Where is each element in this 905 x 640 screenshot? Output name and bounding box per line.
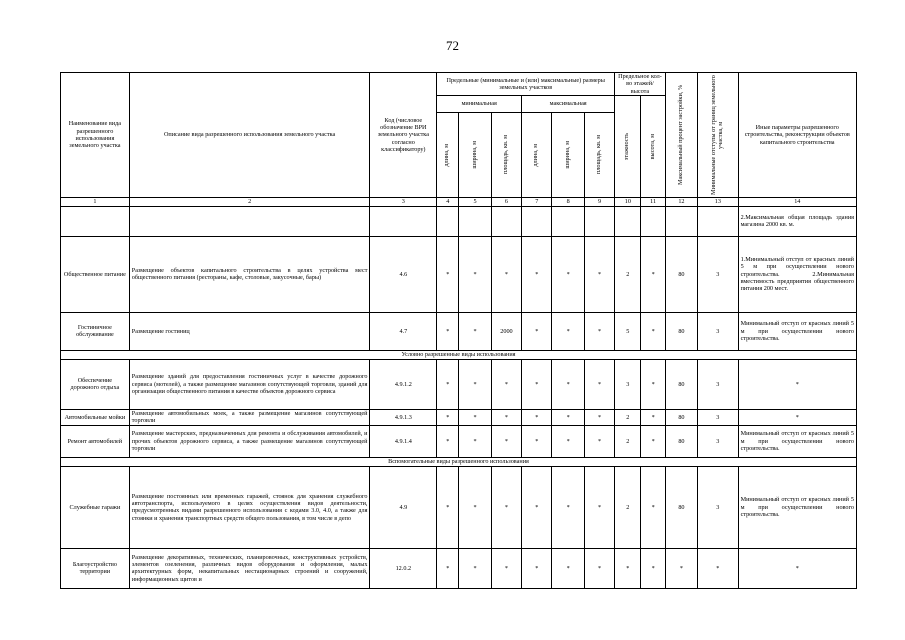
- use-code-cell: 12.0.2: [370, 548, 437, 588]
- column-number: 8: [552, 197, 584, 206]
- param-value-cell: *: [437, 466, 459, 548]
- header-height: высота, м: [641, 95, 665, 197]
- param-value-cell: 3: [615, 359, 641, 409]
- column-number: 9: [584, 197, 614, 206]
- param-value-cell: *: [491, 359, 521, 409]
- param-value-cell: [459, 206, 491, 236]
- page-number: 72: [446, 38, 459, 53]
- param-value-cell: *: [552, 409, 584, 425]
- header-limits: Предельные (минимальные и (или) максимальные) размеры земельных участков: [437, 73, 615, 96]
- param-value-cell: 3: [698, 409, 738, 425]
- use-name-cell: Гостиничное обслуживание: [61, 312, 130, 350]
- use-name-cell: Общественное питание: [61, 236, 130, 312]
- header-name: Наименование вида разрешенного использования земельного участка: [61, 73, 130, 198]
- column-number: 13: [698, 197, 738, 206]
- header-max-built: Максимальный процент застройки, %: [665, 73, 697, 198]
- param-value-cell: *: [437, 236, 459, 312]
- param-value-cell: *: [552, 466, 584, 548]
- table-body-main: [61, 206, 857, 350]
- table-row: [61, 425, 857, 457]
- param-value-cell: *: [491, 236, 521, 312]
- use-name-cell: Благоустройство территории: [61, 548, 130, 588]
- header-description: Описание вида разрешенного использования земельного участка: [129, 73, 370, 198]
- use-code-cell: 4.6: [370, 236, 437, 312]
- param-value-cell: *: [522, 359, 552, 409]
- param-value-cell: *: [459, 236, 491, 312]
- param-value-cell: *: [584, 359, 614, 409]
- use-code-cell: 4.9.1.4: [370, 425, 437, 457]
- use-code-cell: 4.9: [370, 466, 437, 548]
- land-use-table: [60, 72, 857, 589]
- param-value-cell: *: [437, 359, 459, 409]
- param-value-cell: *: [552, 548, 584, 588]
- column-number: 10: [615, 197, 641, 206]
- table-row: [61, 409, 857, 425]
- column-number: 6: [491, 197, 521, 206]
- table-header: [61, 73, 857, 207]
- column-number: 1: [61, 197, 130, 206]
- param-value-cell: *: [522, 236, 552, 312]
- other-params-cell: 1.Минимальный отступ от красных линий 5 м при осуществлении нового строительства. 2.Минимальная вместимость предприятия общественного питания 200 мест.: [738, 236, 856, 312]
- header-floors-count: этажность: [615, 95, 641, 197]
- param-value-cell: 3: [698, 312, 738, 350]
- param-value-cell: 80: [665, 236, 697, 312]
- param-value-cell: [665, 206, 697, 236]
- param-value-cell: [522, 206, 552, 236]
- param-value-cell: *: [584, 548, 614, 588]
- param-value-cell: *: [437, 425, 459, 457]
- header-max-width: ширина, м: [552, 112, 584, 197]
- table-body-auxiliary: [61, 457, 857, 588]
- column-number: 5: [459, 197, 491, 206]
- column-number: 2: [129, 197, 370, 206]
- other-params-cell: Минимальный отступ от красных линий 5 м при осуществлении нового строительства.: [738, 425, 856, 457]
- param-value-cell: *: [459, 548, 491, 588]
- use-name-cell: Ремонт автомобилей: [61, 425, 130, 457]
- param-value-cell: *: [584, 466, 614, 548]
- param-value-cell: *: [522, 409, 552, 425]
- column-number: 3: [370, 197, 437, 206]
- param-value-cell: *: [552, 312, 584, 350]
- header-minimal: минимальная: [437, 95, 522, 112]
- use-description-cell: Размещение декоративных, технических, планировочных, конструктивных устройств, элементов озеленения, различных видов оборудования и оформления, малых архитектурных форм, некапитальных нестационарных строений и сооружений, информационных щитов и: [129, 548, 370, 588]
- param-value-cell: 3: [698, 236, 738, 312]
- column-number: 4: [437, 197, 459, 206]
- param-value-cell: *: [437, 548, 459, 588]
- table-body-conditional: [61, 350, 857, 457]
- use-name-cell: Автомобильные мойки: [61, 409, 130, 425]
- param-value-cell: *: [459, 359, 491, 409]
- param-value-cell: 80: [665, 312, 697, 350]
- other-params-cell: Минимальный отступ от красных линий 5 м при осуществлении нового строительства.: [738, 466, 856, 548]
- table-row: [61, 236, 857, 312]
- param-value-cell: *: [437, 409, 459, 425]
- param-value-cell: 3: [698, 359, 738, 409]
- param-value-cell: *: [584, 409, 614, 425]
- section-title-auxiliary: Вспомогательные виды разрешенного использования: [61, 457, 857, 466]
- param-value-cell: *: [584, 312, 614, 350]
- other-params-cell: Минимальный отступ от красных линий 5 м при осуществлении нового строительства.: [738, 312, 856, 350]
- param-value-cell: *: [584, 236, 614, 312]
- param-value-cell: [491, 206, 521, 236]
- use-code-cell: 4.9.1.2: [370, 359, 437, 409]
- param-value-cell: *: [522, 548, 552, 588]
- param-value-cell: *: [641, 359, 665, 409]
- param-value-cell: [552, 206, 584, 236]
- other-params-cell: 2.Максимальная общая площадь здания магазина 2000 кв. м.: [738, 206, 856, 236]
- param-value-cell: 2: [615, 425, 641, 457]
- param-value-cell: *: [665, 548, 697, 588]
- header-max-length: длина, м: [522, 112, 552, 197]
- param-value-cell: *: [459, 312, 491, 350]
- header-min-width: ширина, м: [459, 112, 491, 197]
- param-value-cell: 5: [615, 312, 641, 350]
- table-row: [61, 206, 857, 236]
- use-description-cell: Размещение мастерских, предназначенных для ремонта и обслуживания автомобилей, и прочих объектов дорожного сервиса, а также размещение магазинов сопутствующей торговли: [129, 425, 370, 457]
- param-value-cell: *: [641, 236, 665, 312]
- param-value-cell: *: [641, 466, 665, 548]
- other-params-cell: *: [738, 409, 856, 425]
- param-value-cell: [641, 206, 665, 236]
- param-value-cell: *: [491, 425, 521, 457]
- param-value-cell: *: [491, 409, 521, 425]
- section-title-conditional: Условно разрешенные виды использования: [61, 350, 857, 359]
- param-value-cell: *: [522, 312, 552, 350]
- param-value-cell: 3: [698, 425, 738, 457]
- column-number: 14: [738, 197, 856, 206]
- param-value-cell: *: [641, 425, 665, 457]
- use-name-cell: [61, 206, 130, 236]
- param-value-cell: *: [491, 548, 521, 588]
- param-value-cell: 2: [615, 466, 641, 548]
- param-value-cell: *: [584, 425, 614, 457]
- param-value-cell: *: [552, 359, 584, 409]
- param-value-cell: [584, 206, 614, 236]
- use-description-cell: Размещение объектов капитального строительства в целях устройства мест общественного питания (рестораны, кафе, столовые, закусочные, бары): [129, 236, 370, 312]
- use-description-cell: Размещение гостиниц: [129, 312, 370, 350]
- param-value-cell: *: [522, 466, 552, 548]
- column-number: 7: [522, 197, 552, 206]
- table-row: [61, 466, 857, 548]
- other-params-cell: *: [738, 548, 856, 588]
- param-value-cell: [698, 206, 738, 236]
- use-description-cell: Размещение зданий для предоставления гостиничных услуг в качестве дорожного сервиса (мотелей), а также размещение магазинов сопутствующей торговли, зданий для организации общественного питания в качестве объектов дорожного сервиса: [129, 359, 370, 409]
- column-number: 12: [665, 197, 697, 206]
- use-name-cell: Служебные гаражи: [61, 466, 130, 548]
- param-value-cell: *: [641, 409, 665, 425]
- use-code-cell: 4.9.1.3: [370, 409, 437, 425]
- use-description-cell: [129, 206, 370, 236]
- table-row: [61, 312, 857, 350]
- table-row: [61, 548, 857, 588]
- param-value-cell: 80: [665, 466, 697, 548]
- param-value-cell: *: [641, 548, 665, 588]
- use-name-cell: Обеспечение дорожного отдыха: [61, 359, 130, 409]
- param-value-cell: 3: [698, 466, 738, 548]
- param-value-cell: 2: [615, 409, 641, 425]
- use-code-cell: [370, 206, 437, 236]
- param-value-cell: *: [641, 312, 665, 350]
- param-value-cell: *: [615, 548, 641, 588]
- header-code: Код (числовое обозначение ВРИ земельного участка согласно классификатору): [370, 73, 437, 198]
- header-min-setback: Минимальные отступы от границ земельного участка, м: [698, 73, 738, 198]
- param-value-cell: 80: [665, 359, 697, 409]
- param-value-cell: 80: [665, 409, 697, 425]
- param-value-cell: [437, 206, 459, 236]
- use-code-cell: 4.7: [370, 312, 437, 350]
- param-value-cell: *: [459, 466, 491, 548]
- param-value-cell: *: [437, 312, 459, 350]
- column-numbers-row: [61, 197, 857, 206]
- param-value-cell: *: [459, 425, 491, 457]
- table-row: [61, 359, 857, 409]
- header-min-area: площадь, кв. м: [491, 112, 521, 197]
- header-max-area: площадь, кв. м: [584, 112, 614, 197]
- header-other-params: Иные параметры разрешенного строительства, реконструкции объектов капитального строительства: [738, 73, 856, 198]
- param-value-cell: 2: [615, 236, 641, 312]
- param-value-cell: *: [459, 409, 491, 425]
- param-value-cell: *: [698, 548, 738, 588]
- param-value-cell: *: [522, 425, 552, 457]
- header-floors: Предельное кол-во этажей/ высота: [615, 73, 666, 96]
- column-number: 11: [641, 197, 665, 206]
- param-value-cell: *: [491, 466, 521, 548]
- header-maximal: максимальная: [522, 95, 615, 112]
- other-params-cell: *: [738, 359, 856, 409]
- param-value-cell: 2000: [491, 312, 521, 350]
- param-value-cell: *: [552, 425, 584, 457]
- use-description-cell: Размещение постоянных или временных гаражей, стоянок для хранения служебного автотранспорта, используемого в целях осуществления видов деятельности, предусмотренных видами разрешенного использования с кодами 3.0, 4.0, а также для стоянки и хранения транспортных средств общего пользования, в том числе в депо: [129, 466, 370, 548]
- use-description-cell: Размещение автомобильных моек, а также размещение магазинов сопутствующей торговли: [129, 409, 370, 425]
- param-value-cell: 80: [665, 425, 697, 457]
- header-min-length: длина, м: [437, 112, 459, 197]
- param-value-cell: *: [552, 236, 584, 312]
- param-value-cell: [615, 206, 641, 236]
